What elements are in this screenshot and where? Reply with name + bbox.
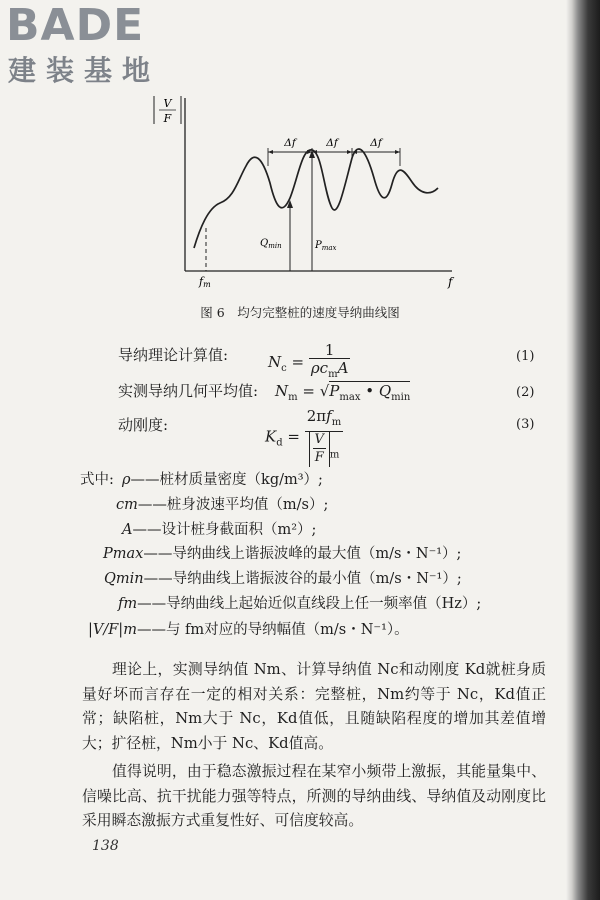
- formula-3-expression: $K_d$ = $2\pi f_m$ $\frac{V}{F}$ $_m$: [265, 407, 342, 465]
- formula-1: [0, 342, 600, 382]
- delta-f-label-2: Δf: [326, 137, 338, 149]
- paragraph-1: 理论上，实测导纳值 Nm、计算导纳值 Nc和动刚度 Kd就桩身质量好坏而言存在一定的相对关系：完整桩，Nm约等于 Nc，Kd值正常；缺陷桩，Nm大于 Nc，Kd值低，且随缺陷程度的增加其差值增大；扩径桩，Nm小于 Nc、Kd值高。: [82, 661, 546, 752]
- formula-3-label: 动刚度:: [118, 416, 169, 434]
- definitions-intro: 式中:: [80, 472, 114, 488]
- svg-text:F: F: [163, 112, 172, 125]
- admittance-curve-figure: [150, 88, 460, 293]
- paragraph-2: 值得说明，由于稳态激振过程在某窄小频带上激振，其能量集中、信噪比高、抗干扰能力强等特点，所测的导纳曲线、导纳值及动刚度比采用瞬态激振方式重复性好、可信度较高。: [82, 763, 546, 829]
- logo-brand: BADE: [6, 0, 145, 51]
- definition-qmin: Qmin——导纳曲线上谐振波谷的最小值（m/s・N⁻¹）;: [104, 571, 462, 587]
- definition-vf-m: |V/F|m——与 fm对应的导纳幅值（m/s・N⁻¹）。: [88, 622, 409, 638]
- formula-1-expression: $N_c$ = $\frac{1}{\rho c_mA}$: [268, 341, 349, 380]
- formula-2-label: 实测导纳几何平均值:: [118, 382, 259, 400]
- definition-fm: fm——导纳曲线上起始近似直线段上任一频率值（Hz）;: [118, 596, 482, 612]
- formula-2-number: (2): [516, 385, 535, 400]
- delta-f-markers: [268, 148, 400, 166]
- x-axis-label: f: [448, 275, 453, 289]
- formula-2-expression: $N_m = √P_{max}$ • $Q_{min}$: [275, 382, 411, 403]
- y-axis-label: [154, 96, 181, 125]
- formula-1-number: (1): [516, 349, 535, 364]
- page-number: 138: [92, 838, 119, 854]
- fm-label: fm: [199, 275, 211, 289]
- bade-logo: [6, 2, 176, 90]
- formula-3: [0, 408, 600, 464]
- figure-caption: 图 6 均匀完整桩的速度导纳曲线图: [200, 305, 400, 320]
- definition-pmax: Pmax——导纳曲线上谐振波峰的最大值（m/s・N⁻¹）;: [103, 546, 462, 562]
- q-min-label: $Q_{min}$: [260, 238, 282, 250]
- logo-chinese: 建装基地: [8, 54, 161, 87]
- definition-cm: cm——桩身波速平均值（m/s）;: [116, 497, 329, 513]
- p-max-label: $P_{max}$: [315, 240, 337, 252]
- admittance-curve: [194, 149, 438, 248]
- formula-3-number: (3): [516, 417, 535, 432]
- formula-1-label: 导纳理论计算值:: [118, 346, 229, 364]
- formula-2: [0, 380, 600, 404]
- definition-a: A——设计桩身截面积（m²）;: [122, 522, 317, 538]
- svg-text:V: V: [163, 97, 172, 110]
- definition-rho: ρ——桩材质量密度（kg/m³）;: [122, 472, 323, 488]
- delta-f-label-1: Δf: [284, 137, 296, 149]
- delta-f-label-3: Δf: [370, 137, 382, 149]
